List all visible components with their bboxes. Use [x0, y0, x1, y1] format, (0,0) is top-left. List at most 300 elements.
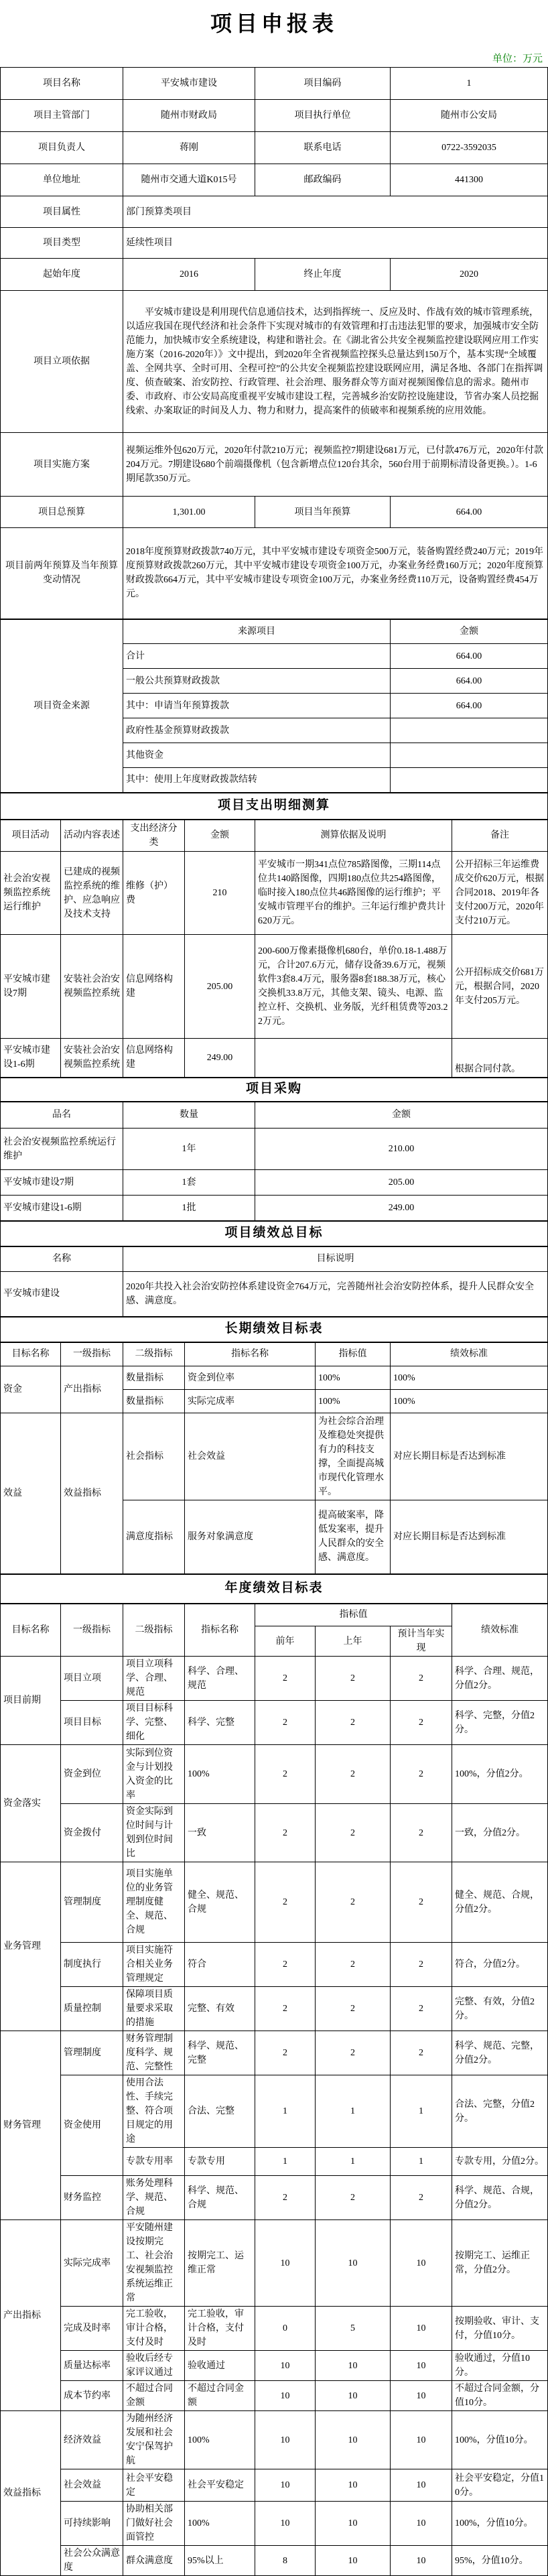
value-prior-year: 2	[255, 1804, 316, 1862]
table-row	[1, 1943, 548, 1987]
level1-indicator: 资金使用	[61, 2075, 123, 2176]
level2-indicator: 实际到位资金与计划投入资金的比率	[123, 1745, 185, 1804]
indicator-name: 社会效益	[185, 1413, 316, 1500]
value-prior-year: 8	[255, 2546, 316, 2576]
value-prior-year: 10	[255, 2220, 316, 2307]
indicator-name: 100%	[185, 1745, 255, 1804]
table-row	[1, 2220, 548, 2307]
level2-indicator: 项目实施符合相关业务管理规定	[123, 1943, 185, 1987]
indicator-name: 社会平安稳定	[185, 2469, 255, 2502]
form-title: 项目申报表	[210, 11, 338, 36]
table-row	[1, 2176, 548, 2220]
table-row	[1, 1129, 548, 1170]
level2-indicator: 满意度指标	[123, 1500, 185, 1574]
table-row	[1, 793, 548, 820]
section-title-overall-goal: 项目绩效总目标	[1, 1221, 548, 1246]
value-last-year: 10	[316, 2469, 391, 2502]
level1-indicator: 经济效益	[61, 2411, 123, 2469]
indicator-name: 不超过合同金额	[185, 2381, 255, 2411]
performance-standard: 对应长期目标是否达到标准	[391, 1413, 548, 1500]
value-last-year: 10	[316, 2411, 391, 2469]
value-prior-year: 0	[255, 2307, 316, 2351]
indicator-value: 100%	[316, 1366, 391, 1390]
column-header: 二级指标	[123, 1604, 185, 1657]
value-prior-year: 2	[255, 2031, 316, 2075]
level2-indicator: 保障项目质量要求采取的措施	[123, 1987, 185, 2031]
amount-value: 664.00	[391, 497, 548, 528]
level1-indicator: 社会公众满意度	[61, 2546, 123, 2576]
field-value: 2020	[391, 259, 548, 291]
field-label: 项目名称	[1, 68, 123, 100]
table-row	[1, 132, 548, 164]
level2-indicator: 资金实际到位时间与计划到位时间比	[123, 1804, 185, 1862]
procurement-qty: 1套	[123, 1170, 255, 1196]
performance-standard: 100%，分值2分。	[452, 1745, 548, 1804]
column-header: 目标名称	[1, 1342, 61, 1366]
table-row	[1, 1987, 548, 2031]
value-current-year: 10	[391, 2307, 452, 2351]
column-header: 金额	[185, 820, 255, 852]
indicator-name: 科学、合理、规范	[185, 1657, 255, 1701]
column-header: 测算依据及说明	[255, 820, 452, 852]
performance-standard: 合法、完整，分值2分。	[452, 2075, 548, 2148]
procurement-qty: 1年	[123, 1129, 255, 1170]
table-row	[1, 2351, 548, 2381]
funding-item: 其他资金	[123, 743, 391, 768]
level1-indicator: 质量控制	[61, 1987, 123, 2031]
table-row	[1, 820, 548, 852]
performance-standard: 科学、完整，分值2分。	[452, 1701, 548, 1745]
value-prior-year: 10	[255, 2351, 316, 2381]
column-header: 上年	[316, 1626, 391, 1657]
value-current-year: 2	[391, 1701, 452, 1745]
field-value: 随州市交通大道K015号	[123, 164, 255, 196]
table-row	[1, 2411, 548, 2469]
indicator-name: 100%	[185, 2411, 255, 2469]
field-label: 项目类型	[1, 228, 123, 259]
goal-name: 业务管理	[1, 1862, 61, 2031]
table-row	[1, 1413, 548, 1500]
column-header: 前年	[255, 1626, 316, 1657]
field-value: 随州市公安局	[391, 100, 548, 132]
level1-indicator: 完成及时率	[61, 2307, 123, 2351]
indicator-name: 完工验收，审计合格，支付及时	[185, 2307, 255, 2351]
column-header: 指标名称	[185, 1342, 316, 1366]
expense-content: 已建成的视频监控系统的维护、应急响应及技术支持	[61, 852, 123, 935]
field-label: 项目属性	[1, 196, 123, 228]
level1-indicator: 管理制度	[61, 1862, 123, 1943]
value-last-year: 2	[316, 1657, 391, 1701]
level2-indicator: 验收后经专家评议通过	[123, 2351, 185, 2381]
value-last-year: 10	[316, 2351, 391, 2381]
value-prior-year: 2	[255, 1862, 316, 1943]
field-value: 蒋刚	[123, 132, 255, 164]
goal-name: 效益指标	[1, 2411, 61, 2576]
budget-history-text: 2018年度预算财政拨款740万元，其中平安城市建设专项资金500万元，装备购置经费240万元；2019年度预算财政拨款260万元，其中平安城市建设专项资金100万元，办案业务经费160万元；2020年度预算财政拨款664万元，其中平安城市建设专项资金100万元，办案业务经费110万元，设备购置经费454万元。	[123, 528, 548, 619]
field-value: 平安城市建设	[123, 68, 255, 100]
field-label: 项目立项依据	[1, 291, 123, 433]
level1-indicator: 产出指标	[61, 1366, 123, 1413]
amount-value: 664.00	[391, 694, 548, 718]
value-current-year: 10	[391, 2220, 452, 2307]
field-label: 邮政编码	[255, 164, 391, 196]
table-row	[1, 852, 548, 935]
column-header: 活动内容表述	[61, 820, 123, 852]
table-row	[1, 2546, 548, 2576]
level2-indicator: 使用合法性、手续完整、符合项目规定的用途	[123, 2075, 185, 2148]
column-header: 支出经济分类	[123, 820, 185, 852]
level1-indicator: 效益指标	[61, 1413, 123, 1574]
value-prior-year: 2	[255, 1701, 316, 1745]
table-row	[1, 1862, 548, 1943]
expense-basis: 平安城市一期341点位785路图像，三期114点位共140路图像，四期180点位共254路图像，临时接入180点位共46路图像的运行维护；平安城市管理平台的维护。三年运行维护费共计620万元。	[255, 852, 452, 935]
column-header: 绩效标准	[391, 1342, 548, 1366]
table-row	[1, 259, 548, 291]
level1-indicator: 项目立项	[61, 1657, 123, 1701]
table-row	[1, 2469, 548, 2502]
performance-standard: 验收通过，分值10分。	[452, 2351, 548, 2381]
project-basis-text: 平安城市建设是利用现代信息通信技术，达到指挥统一、反应及时、作战有效的城市管理系统，以适应我国在现代经济和社会条件下实现对城市的有效管理和打击违法犯罪的要求，加强城市安全防范能力，加快城市安全系统建设，构建和谐社会。在《湖北省公共安全视频监控建设联网应用工作实施方案（2016-2020年）》文中提出，到2020年全省视频监控探头总量达到150万个，基本实现“全域覆盖、全网共享、全时可用、全程可控”的公共安全视频监控建设联网应用，满足各地、各部门在指挥调度、侦查破案、治安防控、行政管理、社会治理、服务群众等方面对视频图像信息的需求。随州市委、市政府、市公安局高度重视平安城市建设工程，完善城乡治安防控设施建设，节省办案人员挖掘线索、办案取证的时间及人力、物力和财力，提高案件的侦破率和视频系统的应用效能。	[123, 291, 548, 433]
level2-indicator: 项目目标科学、完整、细化	[123, 1701, 185, 1745]
indicator-name: 95%以上	[185, 2546, 255, 2576]
table-row	[1, 1366, 548, 1390]
section-title-procurement: 项目采购	[1, 1078, 548, 1102]
funding-item: 合计	[123, 644, 391, 669]
level1-indicator: 成本节约率	[61, 2381, 123, 2411]
value-last-year: 10	[316, 2220, 391, 2307]
value-current-year: 10	[391, 2351, 452, 2381]
level1-indicator: 社会效益	[61, 2469, 123, 2502]
table-row	[1, 1701, 548, 1745]
value-last-year: 2	[316, 2031, 391, 2075]
table-row	[1, 68, 548, 100]
procurement-name: 社会治安视频监控系统运行维护	[1, 1129, 123, 1170]
expense-note: 公开招标成交价681万元，根据合同，2020年支付205万元。	[452, 935, 548, 1039]
value-last-year: 1	[316, 2148, 391, 2176]
value-prior-year: 1	[255, 2148, 316, 2176]
table-row	[1, 2502, 548, 2546]
table-row	[1, 1039, 548, 1078]
value-prior-year: 10	[255, 2411, 316, 2469]
amount-value: 249.00	[185, 1039, 255, 1078]
level2-indicator: 为随州经济发展和社会安宁保驾护航	[123, 2411, 185, 2469]
level1-indicator: 管理制度	[61, 2031, 123, 2075]
table-row	[1, 1221, 548, 1246]
performance-standard: 95%，分值10分。	[452, 2546, 548, 2576]
level1-indicator: 资金拨付	[61, 1804, 123, 1862]
amount-value: 664.00	[391, 644, 548, 669]
table-row	[1, 1196, 548, 1221]
amount-value: 249.00	[255, 1196, 548, 1221]
column-header: 备注	[452, 820, 548, 852]
column-header: 一级指标	[61, 1342, 123, 1366]
level1-indicator: 实际完成率	[61, 2220, 123, 2307]
expense-basis: 200-600万像素摄像机680台，单价0.18-1.488万元，合计207.6万元，储存设备39.6万元，视频软件3套8.4万元，服务器8套188.38万元，核心交换机33.8万元，其他支架、镜头、电源、监控立杆、交换机、业务版，光纤租赁费等203.22万元。	[255, 935, 452, 1039]
value-current-year: 2	[391, 1745, 452, 1804]
indicator-value: 提高破案率，降低发案率，提升人民群众的安全感、满意度。	[316, 1500, 391, 1574]
value-current-year: 10	[391, 2381, 452, 2411]
level2-indicator: 项目实施单位的业务管理制度健全、规范、合规	[123, 1862, 185, 1943]
table-row	[1, 2381, 548, 2411]
value-current-year: 10	[391, 2546, 452, 2576]
table-row	[1, 497, 548, 528]
field-label: 终止年度	[255, 259, 391, 291]
value-last-year: 2	[316, 1745, 391, 1804]
table-row	[1, 1170, 548, 1196]
indicator-name: 一致	[185, 1804, 255, 1862]
value-prior-year: 2	[255, 1657, 316, 1701]
table-row	[1, 935, 548, 1039]
indicator-name: 科学、完整	[185, 1701, 255, 1745]
value-current-year: 2	[391, 1862, 452, 1943]
table-row	[1, 1604, 548, 1626]
level1-indicator: 项目目标	[61, 1701, 123, 1745]
amount-value: 210.00	[255, 1129, 548, 1170]
performance-standard: 科学、合理、规范，分值2分。	[452, 1657, 548, 1701]
indicator-name: 资金到位率	[185, 1366, 316, 1390]
table-row	[1, 1657, 548, 1701]
value-prior-year: 1	[255, 2075, 316, 2148]
performance-standard: 对应长期目标是否达到标准	[391, 1500, 548, 1574]
column-header: 来源项目	[123, 619, 391, 644]
funding-item: 其中：使用上年度财政拨款结转	[123, 768, 391, 793]
value-current-year: 2	[391, 1943, 452, 1987]
field-value: 441300	[391, 164, 548, 196]
project-plan-text: 视频运维外包620万元，2020年付款210万元；视频监控7期建设681万元，已付款476万元，2020年付款204万元。7期建设680个前端摄像机（包含新增点位120台其余，560台用于前期标清设备更换。）。1-6期尾款350万元。	[123, 433, 548, 497]
table-row	[1, 1317, 548, 1342]
procurement-name: 平安城市建设1-6期	[1, 1196, 123, 1221]
goal-name: 项目前期	[1, 1657, 61, 1745]
indicator-name: 符合	[185, 1943, 255, 1987]
amount-value: 205.00	[255, 1170, 548, 1196]
field-label: 项目前两年预算及当年预算变动情况	[1, 528, 123, 619]
goal-name: 财务管理	[1, 2031, 61, 2220]
table-row	[1, 196, 548, 228]
performance-standard: 符合，分值2分。	[452, 1943, 548, 1987]
performance-standard: 按期验收、审计、支付，分值10分。	[452, 2307, 548, 2351]
value-last-year: 1	[316, 2075, 391, 2148]
performance-standard: 完整、有效，分值2分。	[452, 1987, 548, 2031]
expense-activity: 平安城市建设7期	[1, 935, 61, 1039]
indicator-name: 科学、规范、完整	[185, 2031, 255, 2075]
value-current-year: 10	[391, 2469, 452, 2502]
level2-indicator: 群众满意度	[123, 2546, 185, 2576]
table-row	[1, 2075, 548, 2148]
column-header: 项目活动	[1, 820, 61, 852]
funding-item: 政府性基金预算财政拨款	[123, 718, 391, 743]
level2-indicator: 专款专用率	[123, 2148, 185, 2176]
section-title-longterm: 长期绩效目标表	[1, 1317, 548, 1342]
indicator-name: 100%	[185, 2502, 255, 2546]
amount-value: 664.00	[391, 669, 548, 694]
field-label: 项目编码	[255, 68, 391, 100]
field-label: 项目执行单位	[255, 100, 391, 132]
table-row	[1, 1574, 548, 1604]
amount-value	[391, 718, 548, 743]
indicator-name: 实际完成率	[185, 1390, 316, 1413]
value-current-year: 1	[391, 2148, 452, 2176]
field-value: 随州市财政局	[123, 100, 255, 132]
level2-indicator: 项目立项科学、合理、规范	[123, 1657, 185, 1701]
column-header: 品名	[1, 1102, 123, 1129]
performance-standard: 不超过合同金额，分值10分。	[452, 2381, 548, 2411]
column-header: 指标名称	[185, 1604, 255, 1657]
goal-name: 资金落实	[1, 1745, 61, 1862]
table-row	[1, 2307, 548, 2351]
value-current-year: 1	[391, 2075, 452, 2148]
value-current-year: 10	[391, 2411, 452, 2469]
value-current-year: 2	[391, 2031, 452, 2075]
level2-indicator: 不超过合同金额	[123, 2381, 185, 2411]
value-last-year: 2	[316, 1943, 391, 1987]
amount-value	[391, 768, 548, 793]
field-label: 项目资金来源	[1, 619, 123, 793]
performance-standard: 健全、规范、合规，分值2分。	[452, 1862, 548, 1943]
value-current-year: 2	[391, 2176, 452, 2220]
value-last-year: 2	[316, 1804, 391, 1862]
level1-indicator: 质量达标率	[61, 2351, 123, 2381]
table-row	[1, 291, 548, 433]
expense-category: 信息网络构建	[123, 1039, 185, 1078]
performance-standard: 科学、规范、完整，分值2分。	[452, 2031, 548, 2075]
column-header: 预计当年实现	[391, 1626, 452, 1657]
value-last-year: 2	[316, 1862, 391, 1943]
value-current-year: 2	[391, 1657, 452, 1701]
value-prior-year: 2	[255, 1987, 316, 2031]
procurement-qty: 1批	[123, 1196, 255, 1221]
table-row	[1, 1246, 548, 1272]
performance-standard: 100%	[391, 1366, 548, 1390]
level2-indicator: 财务管理制度科学、规范、完整性	[123, 2031, 185, 2075]
table-row	[1, 619, 548, 644]
indicator-name: 按期完工、运维正常	[185, 2220, 255, 2307]
field-label: 项目总预算	[1, 497, 123, 528]
indicator-name: 验收通过	[185, 2351, 255, 2381]
column-header: 绩效标准	[452, 1604, 548, 1657]
indicator-name: 专款专用	[185, 2148, 255, 2176]
field-label: 项目实施方案	[1, 433, 123, 497]
value-last-year: 2	[316, 1987, 391, 2031]
level2-indicator: 账务处理科学、规范、合规	[123, 2176, 185, 2220]
expense-category: 维修（护）费	[123, 852, 185, 935]
level1-indicator: 制度执行	[61, 1943, 123, 1987]
level2-indicator: 社会平安稳定	[123, 2469, 185, 2502]
goal-name: 效益	[1, 1413, 61, 1574]
value-last-year: 2	[316, 1701, 391, 1745]
amount-value	[391, 743, 548, 768]
field-value: 0722-3592035	[391, 132, 548, 164]
level1-indicator: 财务监控	[61, 2176, 123, 2220]
indicator-name: 健全、规范、合规	[185, 1862, 255, 1943]
value-prior-year: 10	[255, 2502, 316, 2546]
value-last-year: 10	[316, 2502, 391, 2546]
value-current-year: 2	[391, 1987, 452, 2031]
value-prior-year: 2	[255, 1745, 316, 1804]
performance-standard: 专款专用，分值2分。	[452, 2148, 548, 2176]
column-header: 指标值	[255, 1604, 452, 1626]
value-prior-year: 2	[255, 1943, 316, 1987]
overall-goal-name: 平安城市建设	[1, 1272, 123, 1317]
column-header: 一级指标	[61, 1604, 123, 1657]
table-row	[1, 100, 548, 132]
table-row	[1, 1078, 548, 1102]
indicator-name: 科学、规范、合规	[185, 2176, 255, 2220]
table-row	[1, 1342, 548, 1366]
column-header: 二级指标	[123, 1342, 185, 1366]
field-label: 起始年度	[1, 259, 123, 291]
indicator-name: 完整、有效	[185, 1987, 255, 2031]
value-current-year: 10	[391, 2502, 452, 2546]
expense-content: 安装社会治安视频监控系统	[61, 1039, 123, 1078]
table-row	[1, 528, 548, 619]
application-form-table	[0, 67, 548, 2576]
expense-note: 公开招标三年运维费成交价620万元，根据合同2018、2019年各支付200万元，2020年支付210万元。	[452, 852, 548, 935]
table-row	[1, 1804, 548, 1862]
performance-standard: 一致，分值2分。	[452, 1804, 548, 1862]
level1-indicator: 资金到位	[61, 1745, 123, 1804]
value-current-year: 2	[391, 1804, 452, 1862]
table-row	[1, 1745, 548, 1804]
goal-name: 产出指标	[1, 2220, 61, 2411]
column-header: 名称	[1, 1246, 123, 1272]
column-header: 金额	[391, 619, 548, 644]
level2-indicator: 数量指标	[123, 1390, 185, 1413]
section-title-expense: 项目支出明细测算	[1, 793, 548, 820]
level2-indicator: 数量指标	[123, 1366, 185, 1390]
amount-value: 1,301.00	[123, 497, 255, 528]
value-last-year: 10	[316, 2546, 391, 2576]
indicator-name: 服务对象满意度	[185, 1500, 316, 1574]
column-header: 数量	[123, 1102, 255, 1129]
field-label: 项目当年预算	[255, 497, 391, 528]
field-label: 项目主管部门	[1, 100, 123, 132]
level2-indicator: 社会指标	[123, 1413, 185, 1500]
funding-item: 其中：申请当年预算拨款	[123, 694, 391, 718]
value-prior-year: 10	[255, 2381, 316, 2411]
column-header: 指标值	[316, 1342, 391, 1366]
section-title-annual: 年度绩效目标表	[1, 1574, 548, 1604]
field-label: 联系电话	[255, 132, 391, 164]
column-header: 目标名称	[1, 1604, 61, 1657]
overall-goal-desc: 2020年共投入社会治安防控体系建设资金764万元，完善随州社会治安防控体系，提升人民群众安全感、满意度。	[123, 1272, 548, 1317]
amount-value: 205.00	[185, 935, 255, 1039]
performance-standard: 100%，分值10分。	[452, 2502, 548, 2546]
level2-indicator: 协助相关部门做好社会面管控	[123, 2502, 185, 2546]
indicator-name: 合法、完整	[185, 2075, 255, 2148]
field-value: 部门预算类项目	[123, 196, 548, 228]
performance-standard: 按期完工、运维正常，分值2分。	[452, 2220, 548, 2307]
column-header: 目标说明	[123, 1246, 548, 1272]
table-row	[1, 433, 548, 497]
expense-activity: 平安城市建设1-6期	[1, 1039, 61, 1078]
level1-indicator: 可持续影响	[61, 2502, 123, 2546]
column-header: 金额	[255, 1102, 548, 1129]
field-label: 单位地址	[1, 164, 123, 196]
value-last-year: 5	[316, 2307, 391, 2351]
unit-note: 单位：万元	[492, 54, 543, 64]
indicator-value: 100%	[316, 1390, 391, 1413]
expense-activity: 社会治安视频监控系统运行维护	[1, 852, 61, 935]
performance-standard: 社会平安稳定，分值10分。	[452, 2469, 548, 2502]
value-prior-year: 2	[255, 2176, 316, 2220]
expense-note: 根据合同付款。	[452, 1039, 548, 1078]
value-last-year: 10	[316, 2381, 391, 2411]
value-prior-year: 10	[255, 2469, 316, 2502]
table-row	[1, 2031, 548, 2075]
goal-name: 资金	[1, 1366, 61, 1413]
performance-standard: 100%	[391, 1390, 548, 1413]
expense-category: 信息网络构建	[123, 935, 185, 1039]
